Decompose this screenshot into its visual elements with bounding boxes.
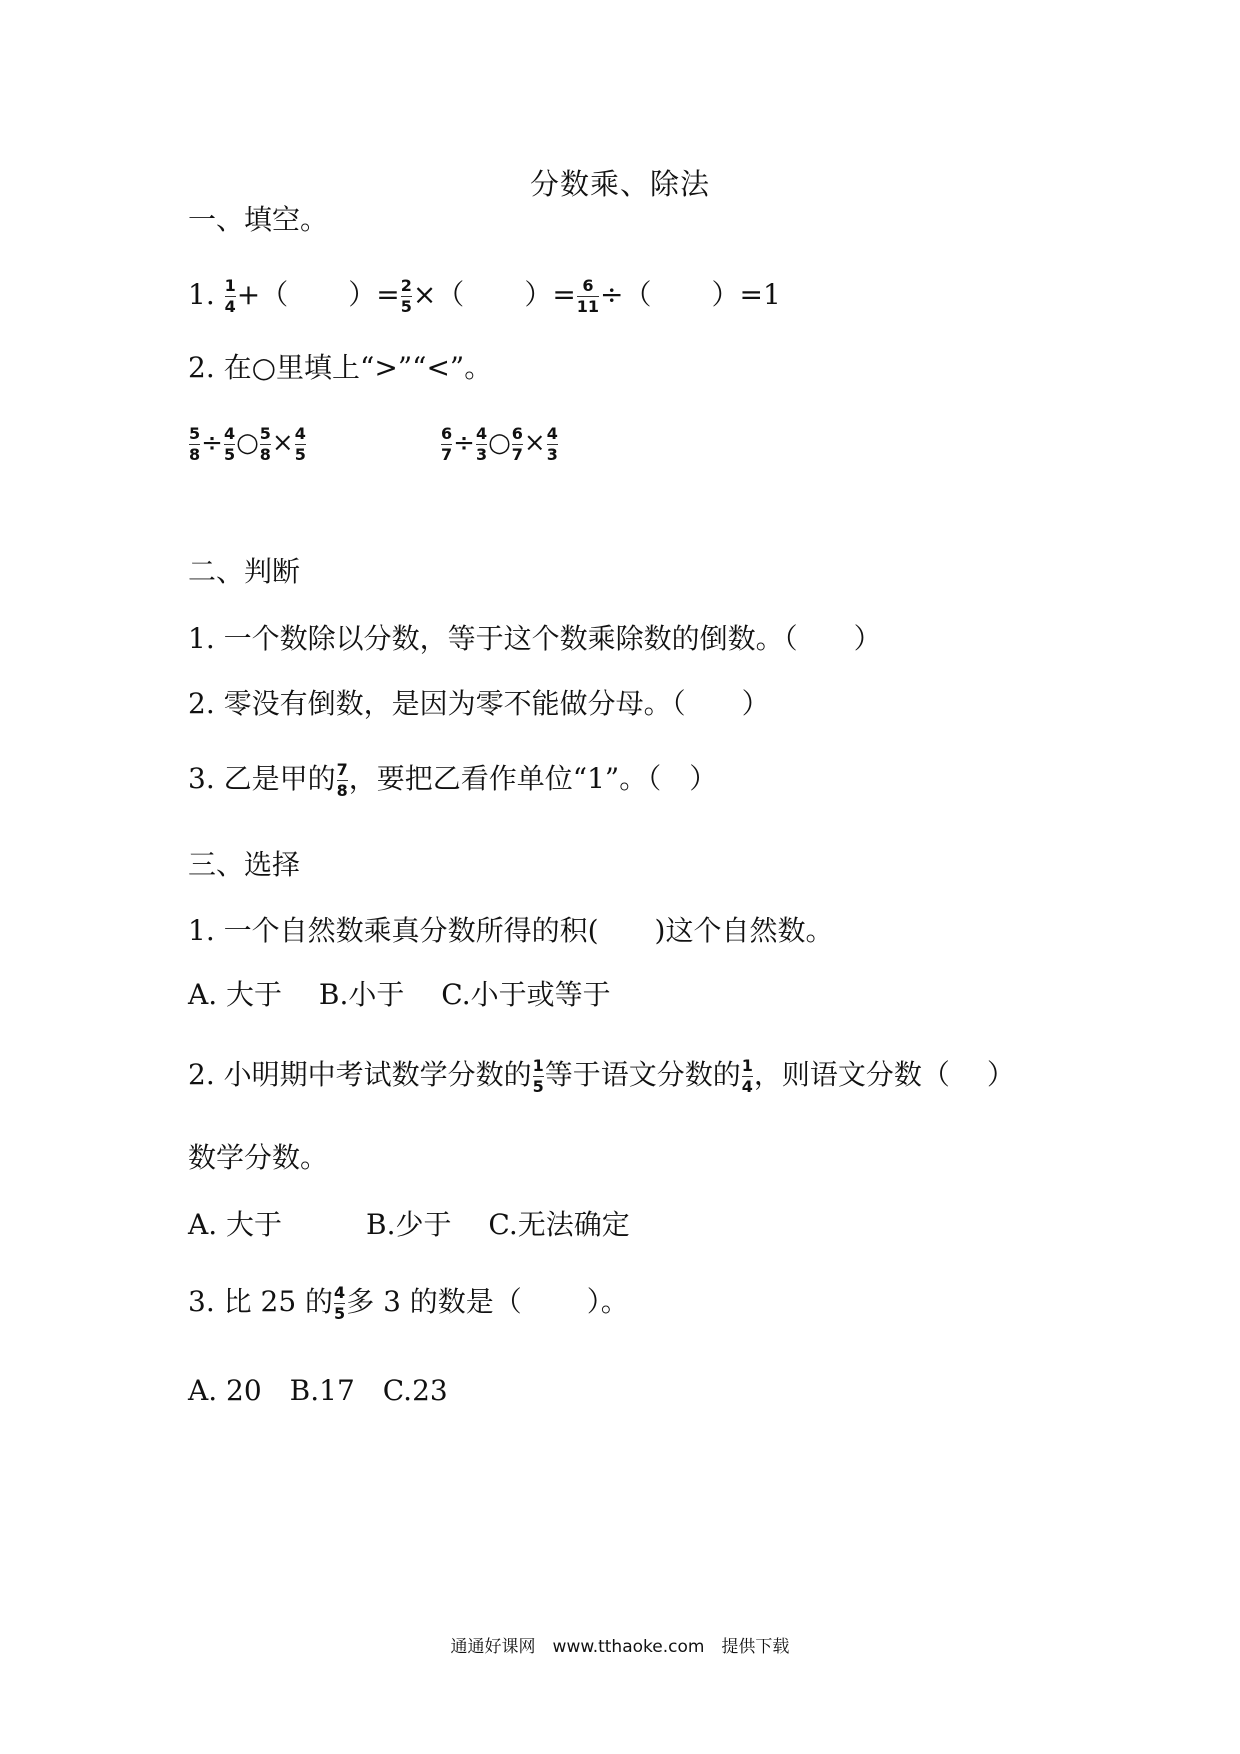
section-heading-judge: 二、判断 [188, 555, 301, 588]
divide-sign: ÷ [453, 428, 475, 458]
operator-text: ）=1 [711, 278, 781, 311]
section-heading-fill-blank: 一、填空。 [188, 203, 329, 236]
question-text: 3. 乙是甲的 [188, 762, 336, 795]
question-text: 2. 小明期中考试数学分数的 [188, 1058, 532, 1091]
operator-text: ）= [348, 278, 400, 311]
fraction: $\frac{7}{8}$ [336, 760, 348, 800]
question-3-1-options: A. 大于 B.小于 C.小于或等于 [188, 978, 611, 1011]
section-heading-choice: 三、选择 [188, 848, 301, 881]
question-number: 1. [188, 278, 215, 311]
fraction: $\frac{6}{7}$ [511, 423, 523, 464]
times-sign: × [271, 428, 294, 458]
fraction: $\frac{2}{5}$ [400, 276, 412, 316]
question-3-2-continued: 数学分数。 [188, 1141, 329, 1174]
operator-text: ）= [524, 278, 576, 311]
operator-text: +（ [236, 278, 289, 311]
fraction: $\frac{4}{5}$ [223, 423, 236, 464]
comparison-expression-2 [440, 423, 559, 464]
question-text: 多 3 的数是（ ）。 [346, 1285, 629, 1318]
question-text: 3. 比 25 的 [188, 1285, 334, 1318]
comparison-expression-1 [188, 423, 307, 464]
fraction: $\frac{5}{8}$ [189, 423, 201, 464]
comparison-circle[interactable]: ○ [236, 428, 259, 458]
fraction: $\frac{6}{11}$ [576, 276, 600, 316]
operator-text: ÷（ [600, 278, 652, 311]
question-1-1 [188, 275, 781, 316]
times-sign: × [523, 428, 546, 458]
question-1-2: 2. 在○里填上“>”“<”。 [188, 351, 493, 384]
fraction: $\frac{4}{3}$ [475, 423, 488, 464]
fraction: $\frac{6}{7}$ [441, 423, 453, 464]
fraction: $\frac{4}{5}$ [294, 423, 306, 464]
fraction: $\frac{4}{3}$ [546, 423, 558, 464]
question-text: ，则语文分数（ ） [753, 1058, 1015, 1091]
question-3-2 [188, 1055, 1015, 1096]
question-text: ，要把乙看作单位“1”。（ ） [348, 762, 718, 795]
question-3-2-options: A. 大于 B.少于 C.无法确定 [188, 1208, 630, 1241]
question-3-1: 1. 一个自然数乘真分数所得的积( )这个自然数。 [188, 914, 834, 947]
question-3-3-options: A. 20 B.17 C.23 [188, 1374, 448, 1407]
divide-sign: ÷ [201, 428, 223, 458]
question-2-3 [188, 759, 717, 800]
page-footer: 通通好课网 www.tthaoke.com 提供下载 [450, 1637, 790, 1657]
operator-text: ×（ [412, 278, 465, 311]
question-2-1: 1. 一个数除以分数，等于这个数乘除数的倒数。（ ） [188, 622, 882, 655]
question-3-3 [188, 1282, 629, 1323]
fraction: $\frac{1}{4}$ [741, 1056, 753, 1096]
fraction: $\frac{1}{5}$ [532, 1056, 544, 1096]
fraction: $\frac{4}{5}$ [334, 1283, 346, 1323]
question-2-2: 2. 零没有倒数，是因为零不能做分母。（ ） [188, 687, 770, 720]
page-title: 分数乘、除法 [529, 167, 710, 201]
fraction: $\frac{5}{8}$ [259, 423, 271, 464]
comparison-circle[interactable]: ○ [488, 428, 511, 458]
fraction: $\frac{1}{4}$ [224, 276, 236, 316]
question-text: 等于语文分数的 [544, 1058, 741, 1091]
